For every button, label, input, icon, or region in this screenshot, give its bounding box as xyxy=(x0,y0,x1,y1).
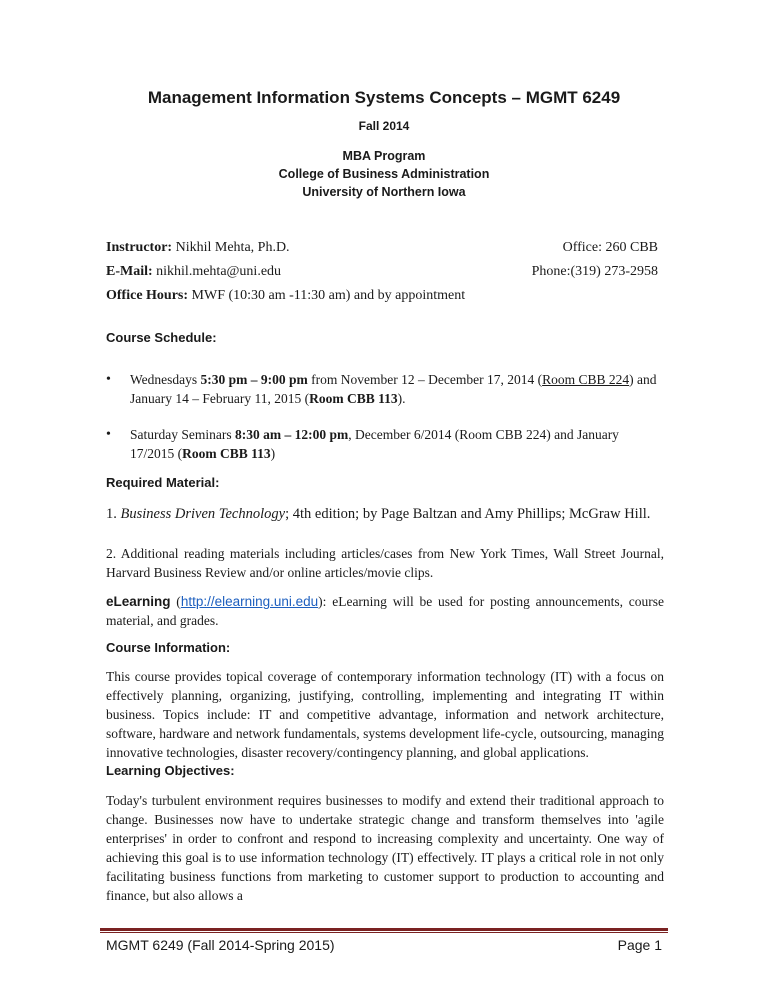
elearning-paren: ( xyxy=(170,594,181,609)
schedule-text: ) xyxy=(270,446,276,461)
college-name: College of Business Administration xyxy=(278,167,490,181)
course-information-text: This course provides topical coverage of contemporary information technology (IT) with a focus on effectively planning, organizing, justifying, controlling, implementing and integrating IT within business. Topics include: IT and competitive advantage, information and network architecture, software, hardware and network fundamentals, systems development life-cycle, outsourcing, managing innovative technologies, disaster recovery/contingency planning, and global applications. xyxy=(106,669,664,760)
email-value: nikhil.mehta@uni.edu xyxy=(152,264,282,279)
office-hours-value: MWF (10:30 am -11:30 am) and by appointment xyxy=(188,288,466,303)
schedule-text: ). xyxy=(397,391,406,406)
schedule-item-wednesdays xyxy=(106,370,664,408)
textbook-details: ; 4th edition; by Page Baltzan and Amy Phillips; McGraw Hill. xyxy=(285,506,651,522)
office-location: Office: 260 CBB xyxy=(562,240,658,255)
additional-readings-item: 2. Additional reading materials including articles/cases from New York Times, Wall Street Journal, Harvard Business Review and/or online articles/movie clips. xyxy=(106,546,664,580)
instructor-contact-block xyxy=(106,236,465,308)
elearning-text: eLearning will be used for posting announcements, course material, and grades. xyxy=(106,594,664,628)
schedule-text: ) and January 14 – February 11, 2015 ( xyxy=(130,372,657,406)
schedule-text: , December 6/2014 (Room CBB 224) and January 17/2015 ( xyxy=(130,427,619,461)
schedule-text: Saturday Seminars xyxy=(130,427,235,442)
room-label: Room CBB 113 xyxy=(182,446,271,461)
office-phone: Phone:(319) 273-2958 xyxy=(531,264,658,279)
item-number: 1. xyxy=(106,506,121,522)
learning-objectives-text: Today's turbulent environment requires businesses to modify and extend their traditional approach to change. Businesses now have to undertake strategic change and transform themselves into 'agile enterprises' in order to confront and respond to increasing complexity and uncertainty. One way of achieving this goal is to use information technology (IT) effectively. IT plays a critical role in not only facilitating business functions from marketing to customer support to production to accounting and finance, but also allows a xyxy=(106,793,664,903)
room-label: Room CBB 224 xyxy=(542,372,630,387)
course-term: Fall 2014 xyxy=(358,119,410,133)
course-title: Management Information Systems Concepts – MGMT 6249 xyxy=(147,88,621,107)
schedule-text: Wednesdays xyxy=(130,372,201,387)
instructor-name: Nikhil Mehta, Ph.D. xyxy=(172,240,290,255)
bullet-icon: • xyxy=(106,372,111,387)
instructor-label: Instructor: xyxy=(106,240,173,255)
course-schedule-heading: Course Schedule: xyxy=(106,330,217,345)
required-material-heading: Required Material: xyxy=(106,475,220,490)
office-block xyxy=(532,236,658,284)
office-hours-line xyxy=(106,284,465,308)
schedule-time: 5:30 pm – 9:00 pm xyxy=(200,372,308,387)
elearning-paragraph xyxy=(106,592,664,630)
program-block xyxy=(0,147,768,201)
program-name: MBA Program xyxy=(342,149,426,163)
footer-page-number: Page 1 xyxy=(617,937,662,953)
textbook-title: Business Driven Technology xyxy=(120,506,286,522)
elearning-label: eLearning xyxy=(106,594,171,609)
bullet-icon: • xyxy=(106,427,111,442)
elearning-paren: ): xyxy=(318,594,327,609)
textbook-item xyxy=(106,505,664,524)
footer-course-label: MGMT 6249 (Fall 2014-Spring 2015) xyxy=(106,937,335,953)
room-label: Room CBB 113 xyxy=(309,391,398,406)
university-name: University of Northern Iowa xyxy=(302,185,466,199)
footer-rule xyxy=(100,928,668,931)
email-label: E-Mail: xyxy=(106,264,153,279)
schedule-text: from November 12 – December 17, 2014 ( xyxy=(307,372,543,387)
instructor-line xyxy=(106,236,465,260)
schedule-time: 8:30 am – 12:00 pm xyxy=(234,427,349,442)
course-information-heading: Course Information: xyxy=(106,640,231,655)
email-line xyxy=(106,260,465,284)
office-hours-label: Office Hours: xyxy=(106,288,189,303)
learning-objectives-heading: Learning Objectives: xyxy=(106,763,235,778)
footer-rule-thin xyxy=(100,932,668,933)
elearning-link[interactable]: http://elearning.uni.edu xyxy=(180,594,319,609)
schedule-item-saturday xyxy=(106,425,664,463)
